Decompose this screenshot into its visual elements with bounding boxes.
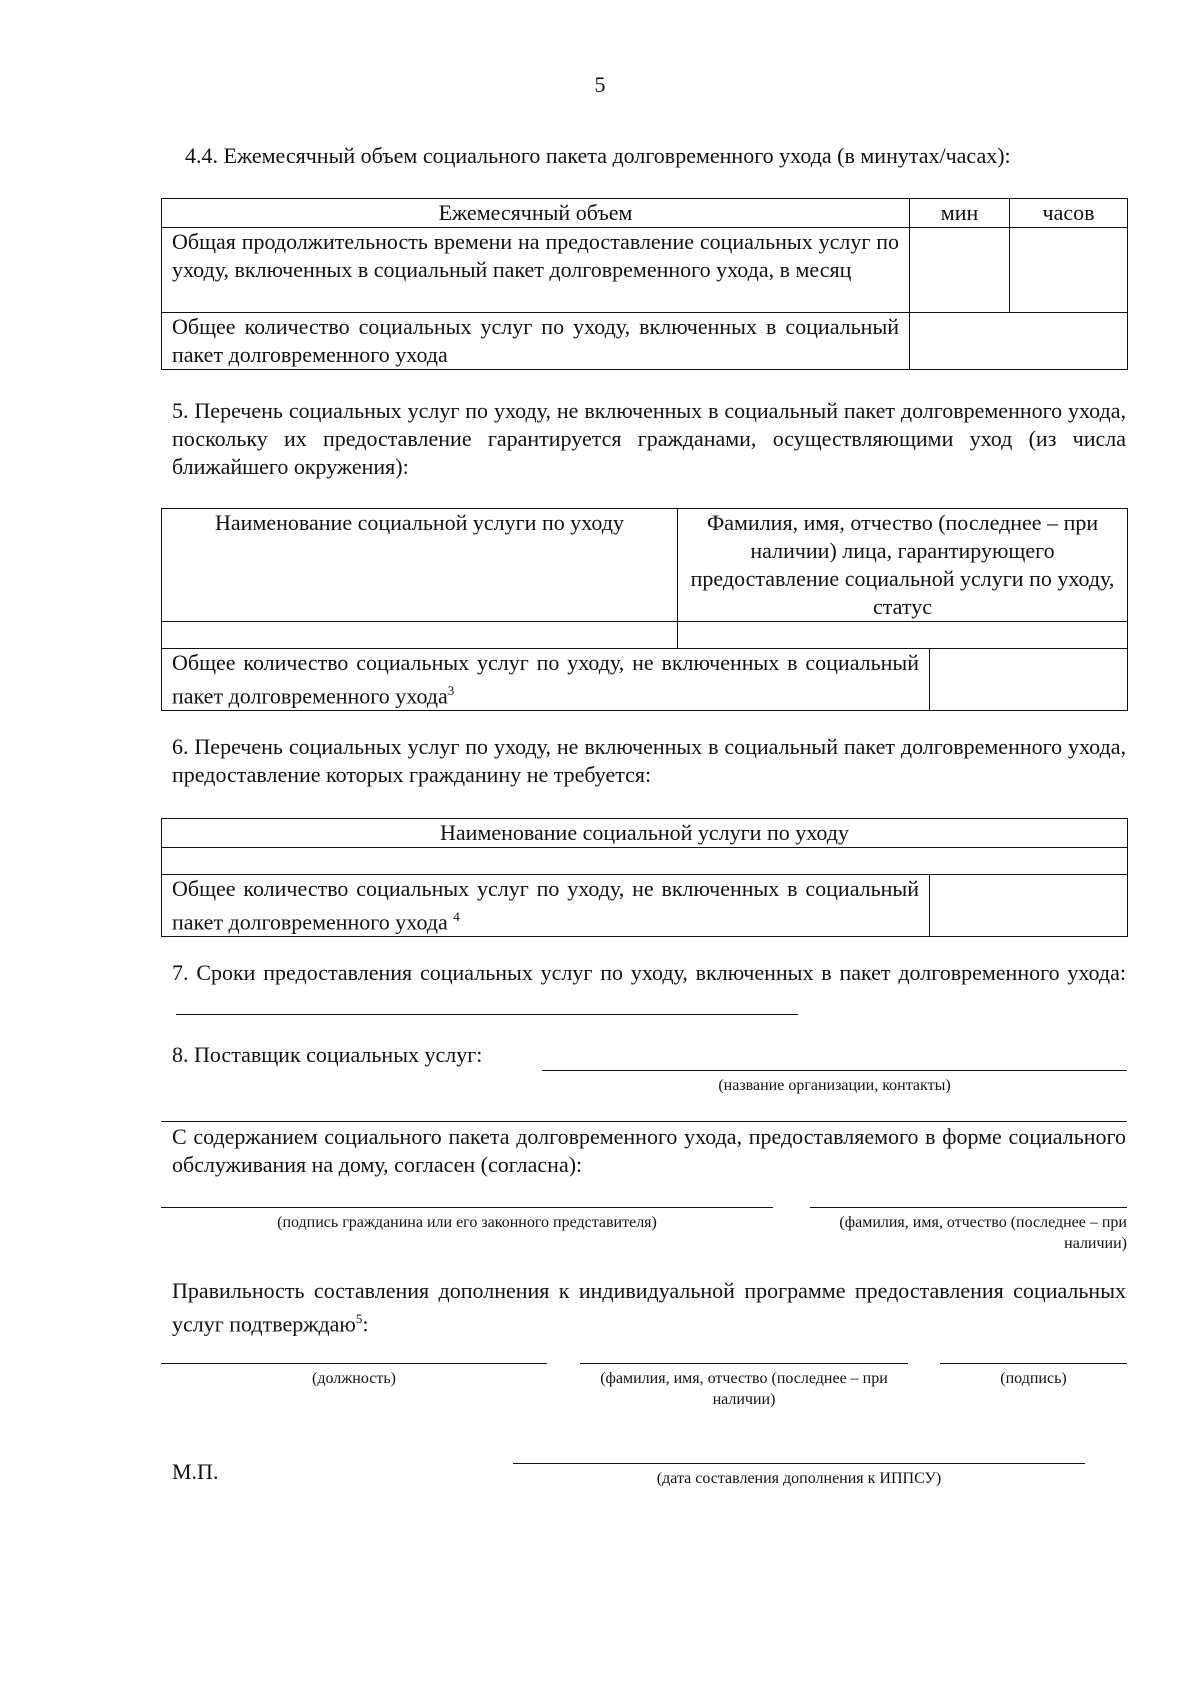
section-7-label: 7. Сроки предоставления социальных услуг по уходу, включенных в пакет долговременного ухода: [172, 959, 1126, 1015]
table-header-row [162, 819, 1128, 848]
section-4-4-heading: 4.4. Ежемесячный объем социального пакета долговременного ухода (в минутах/часах): [185, 143, 1011, 168]
citizen-signature-caption: (подпись гражданина или его законного представителя) [277, 1214, 657, 1231]
header-volume: Ежемесячный объем [162, 199, 910, 228]
row-total-duration-min-cell[interactable] [910, 228, 1010, 313]
table-row [162, 622, 1128, 649]
official-name-caption: (фамилия, имя, отчество (последнее – при наличии) [600, 1370, 888, 1408]
official-name-line[interactable] [580, 1363, 908, 1364]
table-row [162, 848, 1128, 875]
official-signature-line[interactable] [940, 1363, 1127, 1364]
table-row [162, 228, 1128, 313]
page-number: 5 [594, 72, 606, 97]
citizen-name-line[interactable] [810, 1207, 1127, 1208]
table-row [162, 875, 1128, 937]
row-total-duration-label: Общая продолжительность времени на предоставление социальных услуг по уходу, включенных в социальный пакет долговременного ухода, в месяц [162, 228, 910, 313]
section-5-heading: 5. Перечень социальных услуг по уходу, не включенных в социальный пакет долговременного ухода, поскольку их предоставление гарантируется гражданами, осуществляющими уход (из числа ближайшего окружения): [172, 398, 1126, 479]
table-row [162, 649, 1128, 711]
header-hours: часов [1010, 199, 1128, 228]
row-total-count-value-cell[interactable] [910, 313, 1128, 370]
official-position-caption: (должность) [312, 1370, 396, 1387]
footnote-5: 5 [355, 1311, 363, 1326]
terms-input-line[interactable] [176, 992, 798, 1015]
confirmation-text: Правильность составления дополнения к индивидуальной программе предоставления социальных услуг подтверждаю$^5$: [172, 1278, 1126, 1337]
service-name-cell[interactable] [162, 622, 678, 649]
header-service-name: Наименование социальной услуги по уходу [162, 509, 678, 622]
official-signature-caption: (подпись) [1000, 1370, 1067, 1387]
table-header-row [162, 509, 1128, 622]
monthly-volume-table [161, 198, 1128, 370]
official-position-line[interactable] [161, 1363, 547, 1364]
not-required-services-table [161, 818, 1128, 937]
provider-caption: (название организации, контакты) [718, 1077, 951, 1094]
row-total-duration-hours-cell[interactable] [1010, 228, 1128, 313]
section-8-label: 8. Поставщик социальных услуг: [172, 1042, 483, 1067]
total-not-required-value-cell[interactable] [930, 875, 1128, 937]
footnote-4: 4 [453, 909, 460, 924]
section-6-heading: 6. Перечень социальных услуг по уходу, не включенных в социальный пакет долговременного ухода, предоставление которых гражданину не требуется: [172, 734, 1126, 787]
header-min: мин [910, 199, 1010, 228]
compilation-date-line[interactable] [513, 1463, 1085, 1464]
header-service-name: Наименование социальной услуги по уходу [162, 819, 1128, 848]
total-not-required-label: Общее количество социальных услуг по уходу, не включенных в социальный пакет долговременного ухода $^4$ [162, 875, 930, 937]
footnote-3: 3 [447, 683, 455, 698]
provider-input-line[interactable] [542, 1070, 1127, 1071]
citizen-signature-line[interactable] [161, 1207, 773, 1208]
provider-second-line[interactable] [161, 1121, 1127, 1122]
compilation-date-caption: (дата составления дополнения к ИППСУ) [656, 1470, 942, 1487]
consent-text: С содержанием социального пакета долговременного ухода, предоставляемого в форме социального обслуживания на дому, согласен (согласна): [172, 1124, 1126, 1177]
stamp-label: М.П. [172, 1459, 219, 1484]
total-not-included-value-cell[interactable] [930, 649, 1128, 711]
table-header-row [162, 199, 1128, 228]
table-row [162, 313, 1128, 370]
total-not-included-label: Общее количество социальных услуг по уходу, не включенных в социальный пакет долговременного ухода$^3$ [162, 649, 930, 711]
citizen-name-caption: (фамилия, имя, отчество (последнее – при наличии) [839, 1214, 1127, 1252]
row-total-count-label: Общее количество социальных услуг по уходу, включенных в социальный пакет долговременного ухода [162, 313, 910, 370]
service-name-cell[interactable] [162, 848, 1128, 875]
header-guarantor-person: Фамилия, имя, отчество (последнее – при наличии) лица, гарантирующего предоставление социальной услуги по уходу, статус [678, 509, 1128, 622]
guaranteed-services-table [161, 508, 1128, 711]
guarantor-person-cell[interactable] [678, 622, 1128, 649]
